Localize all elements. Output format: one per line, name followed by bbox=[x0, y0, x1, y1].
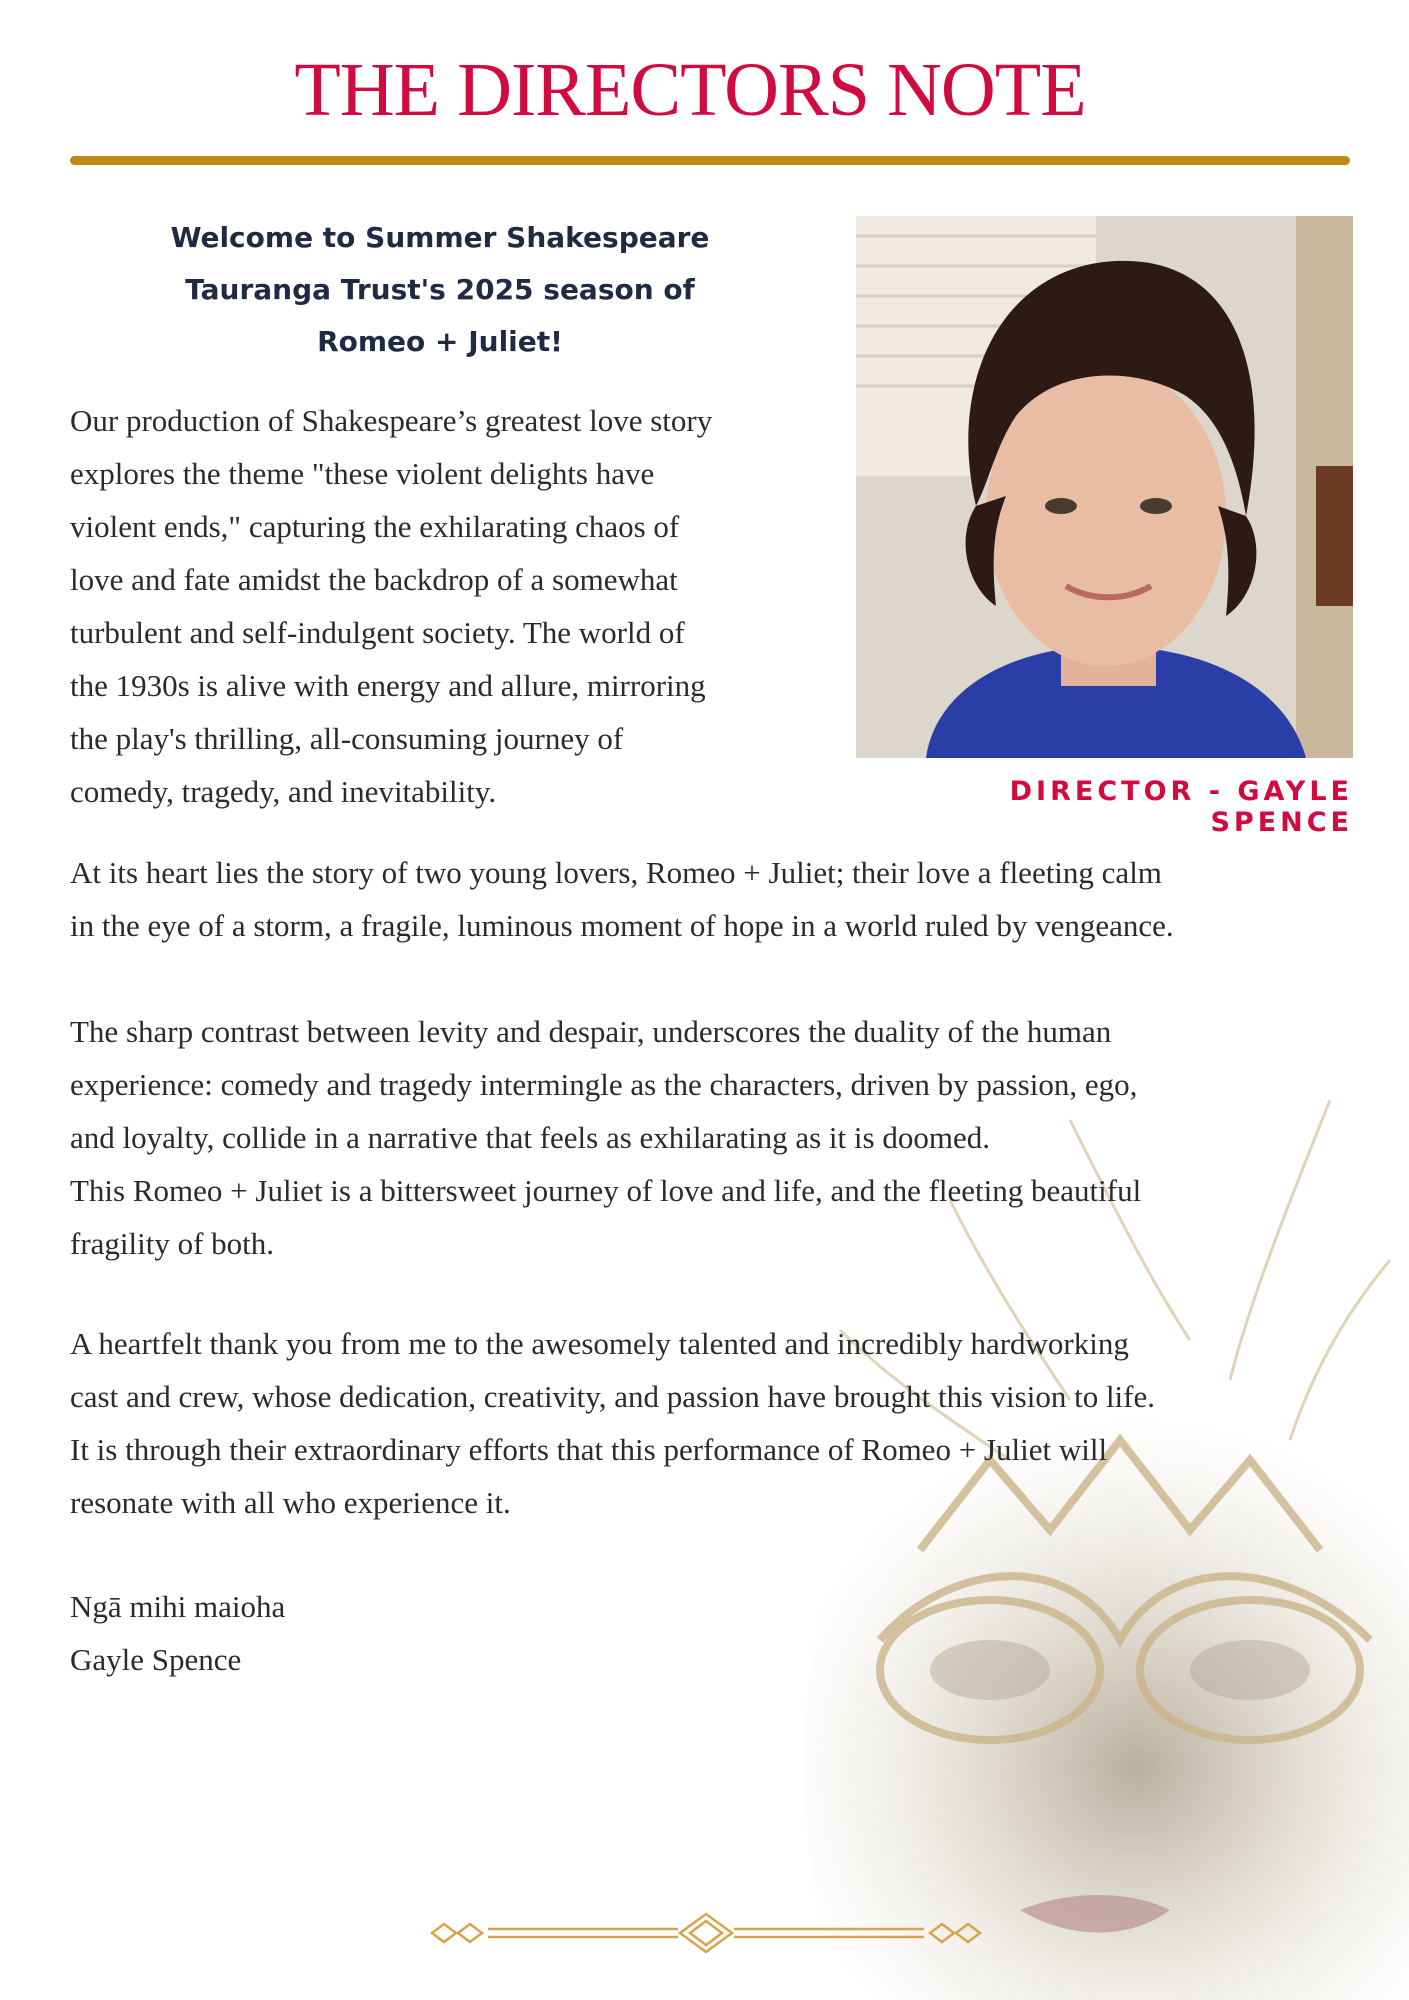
welcome-line: Romeo + Juliet! bbox=[317, 325, 563, 358]
welcome-line: Welcome to Summer Shakespeare bbox=[170, 221, 710, 254]
text-line: love and fate amidst the backdrop of a somewhat bbox=[70, 562, 678, 597]
page-title: THE DIRECTORS NOTE bbox=[294, 48, 1086, 132]
signoff-greeting: Ngā mihi maioha bbox=[70, 1589, 286, 1624]
photo-caption: DIRECTOR - GAYLE SPENCE bbox=[1009, 776, 1353, 838]
text-line: The sharp contrast between levity and despair, underscores the duality of the human bbox=[70, 1014, 1112, 1049]
text-line: This Romeo + Juliet is a bittersweet journey of love and life, and the fleeting beautiful bbox=[70, 1173, 1142, 1208]
text-line: cast and crew, whose dedication, creativity, and passion have brought this vision to life. bbox=[70, 1379, 1155, 1414]
director-photo bbox=[856, 216, 1353, 758]
text-line: the play's thrilling, all-consuming journey of bbox=[70, 721, 624, 756]
text-line: At its heart lies the story of two young lovers, Romeo + Juliet; their love a fleeting calm bbox=[70, 855, 1162, 890]
text-line: experience: comedy and tragedy intermingle as the characters, driven by passion, ego, bbox=[70, 1067, 1138, 1102]
text-line: comedy, tragedy, and inevitability. bbox=[70, 774, 497, 809]
text-line: explores the theme "these violent delights have bbox=[70, 456, 655, 491]
text-line: It is through their extraordinary efforts that this performance of Romeo + Juliet will bbox=[70, 1432, 1108, 1467]
title-divider bbox=[70, 156, 1350, 165]
text-line: in the eye of a storm, a fragile, luminous moment of hope in a world ruled by vengeance. bbox=[70, 908, 1174, 943]
text-line: fragility of both. bbox=[70, 1226, 275, 1261]
thanks-paragraph bbox=[70, 1317, 1370, 1529]
text-line: the 1930s is alive with energy and allure, mirroring bbox=[70, 668, 706, 703]
text-line: turbulent and self-indulgent society. The world of bbox=[70, 615, 685, 650]
art-deco-ornament-icon bbox=[428, 1912, 984, 1954]
text-line: A heartfelt thank you from me to the awesomely talented and incredibly hardworking bbox=[70, 1326, 1129, 1361]
welcome-heading bbox=[70, 212, 810, 368]
signoff bbox=[70, 1580, 285, 1686]
text-line: resonate with all who experience it. bbox=[70, 1485, 511, 1520]
text-line: Our production of Shakespeare’s greatest love story bbox=[70, 403, 713, 438]
signoff-name: Gayle Spence bbox=[70, 1642, 242, 1677]
story-paragraph bbox=[70, 846, 1370, 952]
contrast-paragraph bbox=[70, 1005, 1370, 1270]
welcome-line: Tauranga Trust's 2025 season of bbox=[185, 273, 695, 306]
text-line: violent ends," capturing the exhilarating chaos of bbox=[70, 509, 680, 544]
text-line: and loyalty, collide in a narrative that feels as exhilarating as it is doomed. bbox=[70, 1120, 990, 1155]
intro-paragraph bbox=[70, 394, 830, 818]
